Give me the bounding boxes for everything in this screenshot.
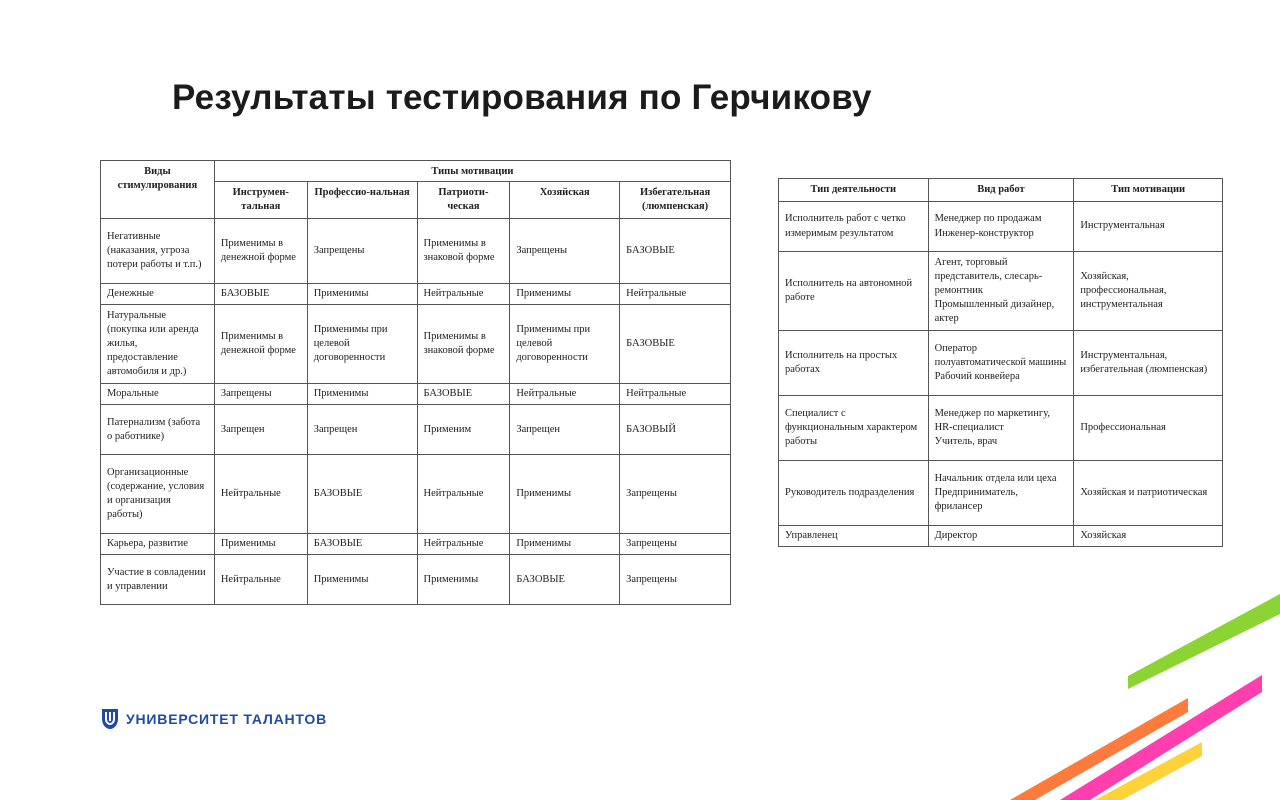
table-cell: Применимы в денежной форме [214, 305, 307, 384]
table-cell: Применимы [417, 555, 510, 605]
column-header: Патриоти-ческая [417, 182, 510, 219]
university-logo [100, 707, 327, 731]
table-cell: БАЗОВЫЕ [307, 534, 417, 555]
column-header: Тип деятельности [779, 179, 929, 202]
table-row [779, 526, 1223, 547]
table-cell: Запрещены [214, 384, 307, 405]
table-cell: Нейтральные [620, 384, 731, 405]
table-cell: Применимы при целевой договоренности [307, 305, 417, 384]
stripe-orange [1010, 698, 1188, 800]
table-row [101, 555, 731, 605]
table-cell: Применимы [510, 455, 620, 534]
row-label: Карьера, развитие [101, 534, 215, 555]
table-cell: Запрещены [620, 455, 731, 534]
row-label: Натуральные (покупка или аренда жилья, предоставление автомобиля и др.) [101, 305, 215, 384]
table-cell: БАЗОВЫЕ [620, 219, 731, 284]
table-row [101, 455, 731, 534]
table-cell: Инструментальная, избегательная (люмпенская) [1074, 331, 1223, 396]
table-row [101, 534, 731, 555]
table-row [779, 252, 1223, 331]
table-cell: БАЗОВЫЙ [620, 405, 731, 455]
table-cell: Специалист с функциональным характером работы [779, 396, 929, 461]
column-header: Хозяйская [510, 182, 620, 219]
table-cell: Применимы [307, 284, 417, 305]
table-row [101, 284, 731, 305]
table-cell: Применимы в знаковой форме [417, 305, 510, 384]
table-cell: Хозяйская [1074, 526, 1223, 547]
column-header: Избегательная (люмпенская) [620, 182, 731, 219]
table-cell: Нейтральные [417, 534, 510, 555]
table-cell: Применим [417, 405, 510, 455]
table-cell: Инструментальная [1074, 202, 1223, 252]
table-cell: Начальник отдела или цеха Предприниматель, фрилансер [928, 461, 1074, 526]
table-cell: Руководитель подразделения [779, 461, 929, 526]
table-cell: Нейтральные [417, 455, 510, 534]
table-row [779, 331, 1223, 396]
table-cell: Применимы [214, 534, 307, 555]
table-cell: Профессиональная [1074, 396, 1223, 461]
table-cell: БАЗОВЫЕ [417, 384, 510, 405]
table-cell: Оператор полуавтоматической машины Рабочий конвейера [928, 331, 1074, 396]
page-title: Результаты тестирования по Герчикову [172, 78, 872, 117]
table-cell: Хозяйская и патриотическая [1074, 461, 1223, 526]
column-header: Профессио-нальная [307, 182, 417, 219]
table-cell: Запрещены [620, 555, 731, 605]
table-cell: Применимы [510, 534, 620, 555]
table-cell: Агент, торговый представитель, слесарь-ремонтник Промышленный дизайнер, актер [928, 252, 1074, 331]
table-cell: Применимы [307, 555, 417, 605]
column-header: Вид работ [928, 179, 1074, 202]
stripe-pink [1060, 675, 1262, 800]
table-cell: Нейтральные [214, 555, 307, 605]
table-cell: Менеджер по маркетингу, HR-специалист Учитель, врач [928, 396, 1074, 461]
table-cell: Нейтральные [620, 284, 731, 305]
table-cell: Хозяйская, профессиональная, инструментальная [1074, 252, 1223, 331]
table-cell: Исполнитель на простых работах [779, 331, 929, 396]
table-row [101, 219, 731, 284]
table-cell: БАЗОВЫЕ [307, 455, 417, 534]
table-row [101, 305, 731, 384]
row-label: Участие в совладении и управлении [101, 555, 215, 605]
activity-motivation-table [778, 178, 1223, 547]
university-logo-icon [100, 707, 120, 731]
table-cell: БАЗОВЫЕ [214, 284, 307, 305]
row-label: Организационные (содержание, условия и организация работы) [101, 455, 215, 534]
table-cell: Запрещены [620, 534, 731, 555]
table-cell: Менеджер по продажам Инженер-конструктор [928, 202, 1074, 252]
table-cell: Запрещен [214, 405, 307, 455]
table-cell: Нейтральные [510, 384, 620, 405]
table-cell: БАЗОВЫЕ [510, 555, 620, 605]
table-cell: Запрещен [307, 405, 417, 455]
table-row [779, 461, 1223, 526]
table-cell: Управленец [779, 526, 929, 547]
row-label: Патернализм (забота о работнике) [101, 405, 215, 455]
group-header: Типы мотивации [214, 161, 730, 182]
table-cell: Применимы [307, 384, 417, 405]
stimulation-motivation-table [100, 160, 731, 605]
table-cell: Нейтральные [214, 455, 307, 534]
column-header: Инструмен-тальная [214, 182, 307, 219]
table-cell: БАЗОВЫЕ [620, 305, 731, 384]
table-cell: Исполнитель на автономной работе [779, 252, 929, 331]
column-header: Тип мотивации [1074, 179, 1223, 202]
table-cell: Применимы при целевой договоренности [510, 305, 620, 384]
table-cell: Запрещены [510, 219, 620, 284]
table-cell: Запрещен [510, 405, 620, 455]
table-row [779, 202, 1223, 252]
stripe-yellow [1095, 742, 1202, 800]
table-cell: Применимы в знаковой форме [417, 219, 510, 284]
stripe-green [1128, 594, 1280, 689]
table-cell: Запрещены [307, 219, 417, 284]
corner-header: Виды стимулирования [101, 161, 215, 219]
row-label: Моральные [101, 384, 215, 405]
row-label: Денежные [101, 284, 215, 305]
table-row [101, 405, 731, 455]
table-cell: Применимы в денежной форме [214, 219, 307, 284]
row-label: Негативные (наказания, угроза потери работы и т.п.) [101, 219, 215, 284]
table-cell: Директор [928, 526, 1074, 547]
table-cell: Исполнитель работ с четко измеримым результатом [779, 202, 929, 252]
table-row [101, 384, 731, 405]
table-row [779, 396, 1223, 461]
table-cell: Нейтральные [417, 284, 510, 305]
logo-text: УНИВЕРСИТЕТ ТАЛАНТОВ [126, 711, 328, 727]
table-cell: Применимы [510, 284, 620, 305]
